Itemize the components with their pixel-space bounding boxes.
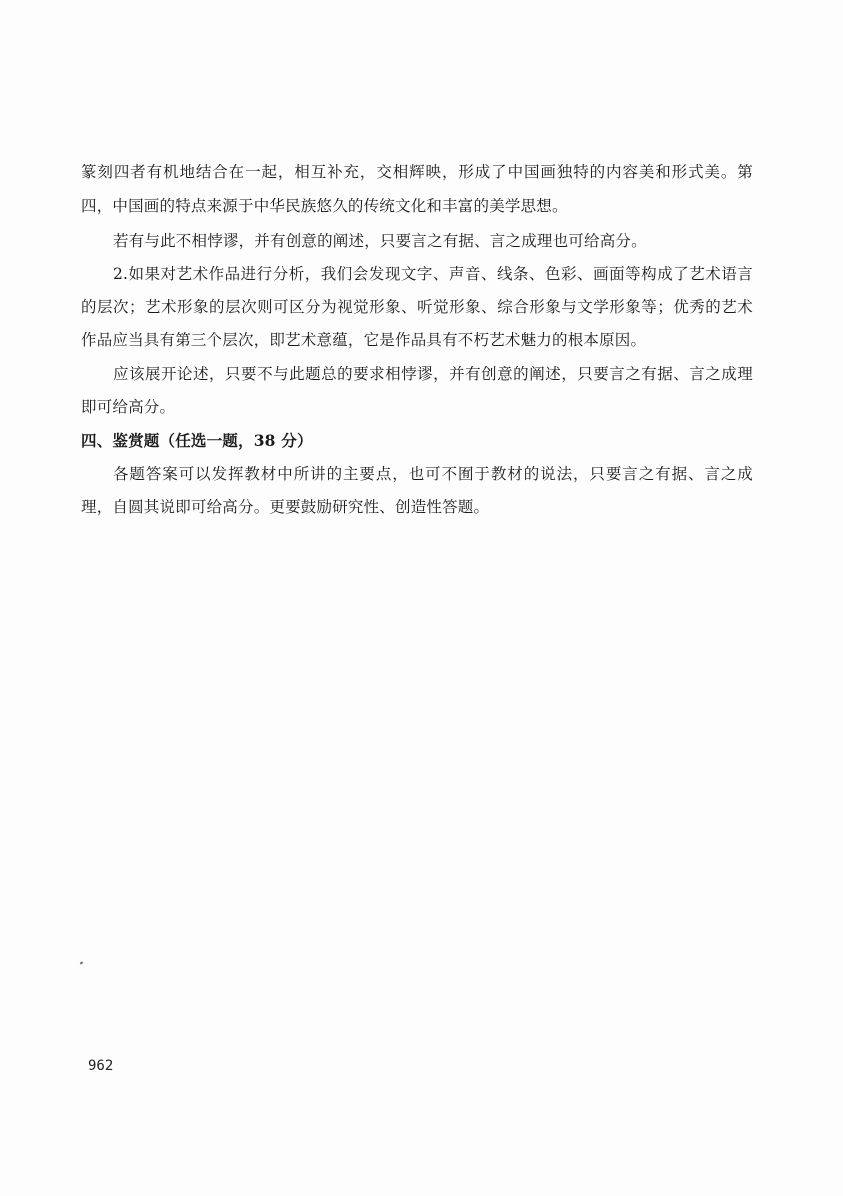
paragraph-3-line-1: 2.如果对艺术作品进行分析，我们会发现文字、声音、线条、色彩、画面等构成了艺术语言	[113, 265, 753, 283]
paragraph-5-line-2: 理，自圆其说即可给高分。更要鼓励研究性、创造性答题。	[81, 498, 490, 516]
page-number: 962	[88, 1058, 114, 1074]
paragraph-1-line-2: 四，中国画的特点来源于中华民族悠久的传统文化和丰富的美学思想。	[81, 197, 568, 215]
paragraph-4-line-1: 应该展开论述，只要不与此题总的要求相悖谬，并有创意的阐述，只要言之有据、言之成理	[113, 365, 753, 383]
paragraph-2-line-1: 若有与此不相悖谬，并有创意的阐述，只要言之有据、言之成理也可给高分。	[113, 232, 647, 250]
paragraph-3-line-3: 作品应当具有第三个层次，即艺术意蕴，它是作品具有不朽艺术魅力的根本原因。	[81, 331, 647, 349]
paragraph-4-line-2: 即可给高分。	[81, 398, 176, 416]
paragraph-1-line-1: 篆刻四者有机地结合在一起，相互补充，交相辉映，形成了中国画独特的内容美和形式美。第	[81, 163, 753, 181]
section-heading: 四、鉴赏题（任选一题，38 分）	[81, 431, 313, 450]
scan-speck	[80, 961, 84, 964]
paragraph-3-line-2: 的层次；艺术形象的层次则可区分为视觉形象、听觉形象、综合形象与文学形象等；优秀的艺术	[81, 298, 753, 316]
paragraph-5-line-1: 各题答案可以发挥教材中所讲的主要点，也可不囿于教材的说法，只要言之有据、言之成	[113, 465, 753, 483]
